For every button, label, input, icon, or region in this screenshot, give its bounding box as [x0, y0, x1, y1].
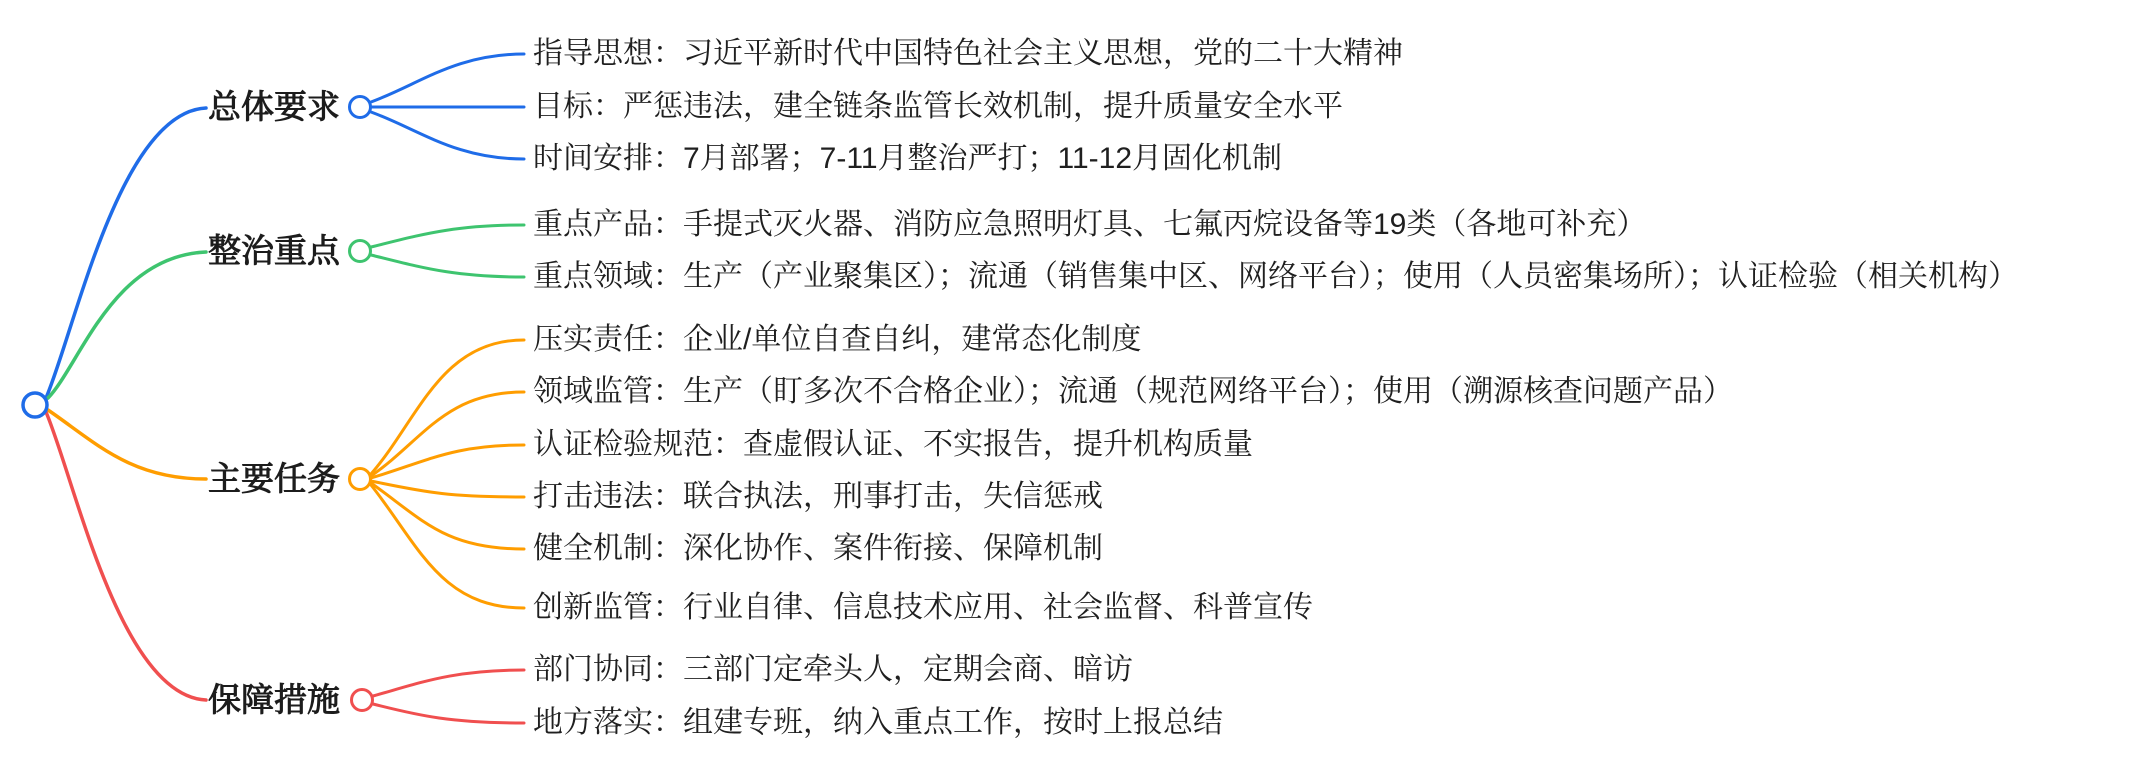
leaf-node[interactable]: 领域监管：生产（盯多次不合格企业）；流通（规范网络平台）；使用（溯源核查问题产品）: [533, 375, 1733, 408]
leaf-connector: [371, 445, 524, 478]
leaf-connector: [371, 481, 524, 497]
branch-label-overall-requirements[interactable]: 总体要求: [208, 88, 340, 125]
node-handle-tasks[interactable]: [350, 469, 371, 490]
branch-curve-overall: [46, 108, 206, 398]
branch-label-main-tasks[interactable]: 主要任务: [208, 460, 340, 497]
leaf-node[interactable]: 部门协同：三部门定牵头人，定期会商、暗访: [533, 653, 1133, 686]
leaf-node[interactable]: 打击违法：联合执法，刑事打击，失信惩戒: [533, 480, 1103, 513]
leaf-connector: [371, 255, 524, 277]
branch-curve-tasks: [48, 410, 206, 479]
leaf-node[interactable]: 目标：严惩违法，建全链条监管长效机制，提升质量安全水平: [533, 90, 1343, 123]
branch-label-key-targets[interactable]: 整治重点: [208, 232, 340, 269]
leaf-node[interactable]: 创新监管：行业自律、信息技术应用、社会监督、科普宣传: [533, 591, 1313, 624]
leaf-node[interactable]: 健全机制：深化协作、案件衔接、保障机制: [533, 532, 1103, 565]
leaf-connector: [371, 485, 524, 608]
node-handle-focus[interactable]: [350, 241, 371, 262]
branch-curve-safeguards: [46, 412, 206, 700]
leaf-connector: [373, 704, 524, 723]
leaf-node[interactable]: 压实责任：企业/单位自查自纠，建常态化制度: [533, 323, 1142, 356]
leaf-node[interactable]: 地方落实：组建专班，纳入重点工作，按时上报总结: [533, 706, 1223, 739]
leaf-connector: [371, 392, 524, 476]
leaf-node[interactable]: 指导思想：习近平新时代中国特色社会主义思想，党的二十大精神: [533, 37, 1403, 70]
leaf-node[interactable]: 认证检验规范：查虚假认证、不实报告，提升机构质量: [533, 428, 1253, 461]
leaf-node[interactable]: 时间安排：7月部署；7-11月整治严打；11-12月固化机制: [533, 142, 1283, 175]
node-handle-overall[interactable]: [350, 97, 371, 118]
root-node[interactable]: [23, 393, 47, 417]
node-handle-safeguards[interactable]: [352, 690, 373, 711]
branch-label-safeguard-measures[interactable]: 保障措施: [208, 681, 340, 718]
leaf-connector: [373, 670, 524, 696]
leaf-connector: [371, 225, 524, 247]
leaf-connector: [371, 54, 524, 102]
leaf-connector: [371, 112, 524, 159]
leaf-node[interactable]: 重点产品：手提式灭火器、消防应急照明灯具、七氟丙烷设备等19类（各地可补充）: [533, 208, 1647, 241]
leaf-node[interactable]: 重点领域：生产（产业聚集区）；流通（销售集中区、网络平台）；使用（人员密集场所）；认证检验（相关机构）: [533, 260, 2018, 293]
